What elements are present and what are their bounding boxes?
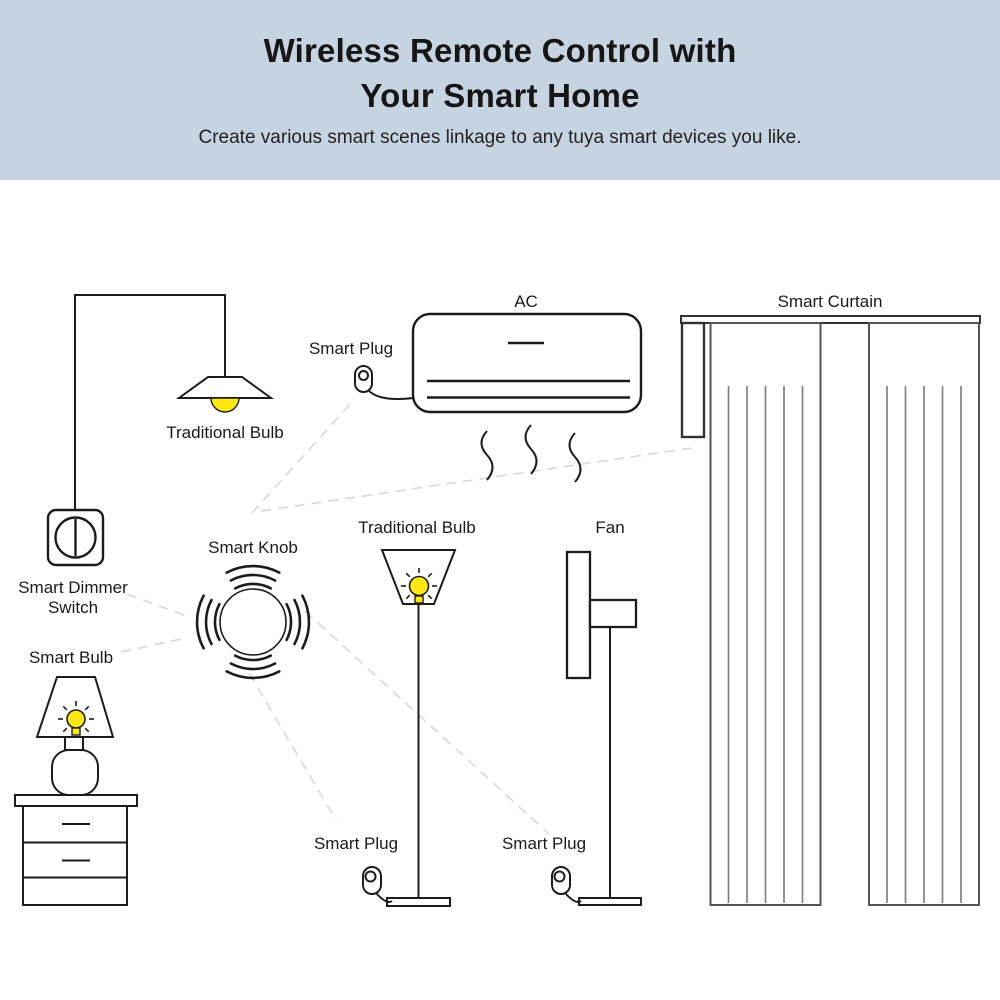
label-smart-dimmer-switch: Smart Dimmer Switch xyxy=(18,578,128,617)
label-smart-plug-ac: Smart Plug xyxy=(308,339,394,358)
label-smart-bulb: Smart Bulb xyxy=(28,648,114,667)
smart-plug-ac-icon xyxy=(355,366,413,399)
link-knob-to-fan-plug xyxy=(305,611,549,834)
smart-knob-drawing xyxy=(197,566,309,678)
link-knob-to-curtain xyxy=(261,448,692,511)
page-subtitle: Create various smart scenes linkage to any tuya smart devices you like. xyxy=(198,127,802,148)
smart-plug-fan-icon xyxy=(552,867,581,902)
label-smart-knob: Smart Knob xyxy=(208,538,298,557)
link-knob-to-floor-lamp-plug xyxy=(249,673,336,820)
curtain-folds xyxy=(729,386,962,903)
pendant-lamp-drawing xyxy=(75,295,271,510)
label-smart-curtain: Smart Curtain xyxy=(777,292,883,311)
airflow-icon xyxy=(482,425,581,482)
smart-curtain-drawing xyxy=(681,316,980,905)
title-line-1: Wireless Remote Control with xyxy=(263,32,737,69)
label-traditional-bulb-pendant: Traditional Bulb xyxy=(166,423,284,442)
smart-plug-floor-lamp-icon xyxy=(363,867,392,902)
smart-bulb-lamp-drawing xyxy=(15,677,137,905)
label-traditional-bulb-floor: Traditional Bulb xyxy=(358,518,476,537)
label-ac: AC xyxy=(514,292,538,311)
label-smart-plug-floor-lamp: Smart Plug xyxy=(313,834,399,853)
smart-dimmer-switch-drawing xyxy=(48,510,103,565)
link-knob-to-smart-bulb xyxy=(121,638,186,652)
label-smart-plug-fan: Smart Plug xyxy=(501,834,587,853)
knob-body xyxy=(220,589,286,655)
ac-unit-drawing xyxy=(413,314,641,482)
curtain-motor xyxy=(682,323,704,437)
title-line-2: Your Smart Home xyxy=(360,77,640,114)
link-knob-to-ac-plug xyxy=(252,402,352,513)
label-fan: Fan xyxy=(595,518,625,537)
